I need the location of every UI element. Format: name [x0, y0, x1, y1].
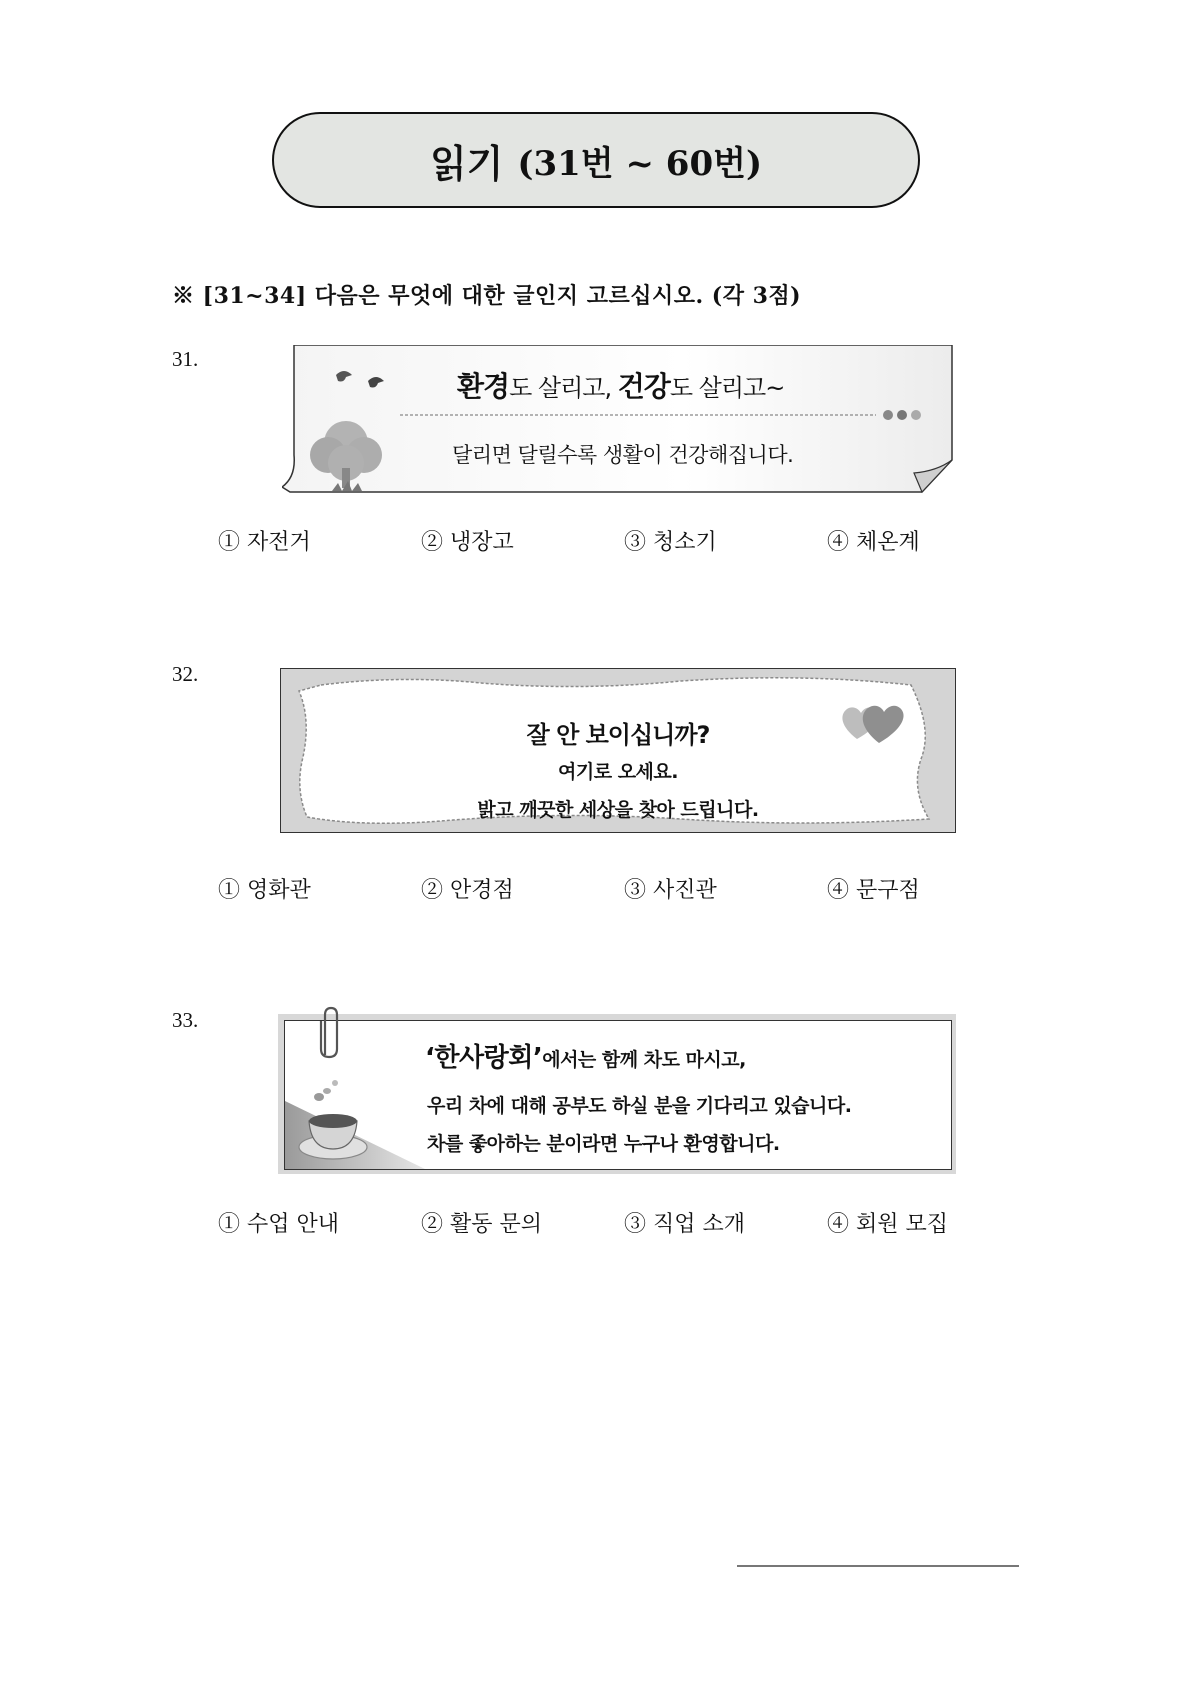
- tree-and-birds-icon: [298, 363, 398, 493]
- ad-33-line-1: ‘한사랑회’에서는 함께 차도 마시고,: [425, 1043, 746, 1073]
- question-32-number: 32.: [172, 662, 199, 686]
- paperclip-icon: [317, 1005, 341, 1061]
- choice-option[interactable]: ③ 청소기: [624, 530, 717, 555]
- choice-option[interactable]: ③ 직업 소개: [624, 1212, 745, 1237]
- ad-32-text: [299, 683, 937, 819]
- ad-31-headline: 환경도 살리고, 건강도 살리고~: [457, 370, 785, 403]
- ad-32-line-1: 잘 안 보이십니까?: [526, 721, 710, 749]
- ad-33-line-3: 차를 좋아하는 분이라면 누구나 환영합니다.: [427, 1133, 780, 1155]
- question-32-ad: [280, 668, 956, 833]
- footer-rule: [737, 1565, 1019, 1567]
- ad-33-line-2: 우리 차에 대해 공부도 하실 분을 기다리고 있습니다.: [427, 1095, 852, 1117]
- ad-32-line-3: 밝고 깨끗한 세상을 찾아 드립니다.: [477, 799, 759, 821]
- choice-option[interactable]: ① 영화관: [218, 878, 311, 903]
- ad-31-text: 달리면 달릴수록 생활이 건강해집니다.: [452, 443, 794, 467]
- section-header: [272, 112, 920, 208]
- ad-32-line-2: 여기로 오세요.: [558, 761, 678, 783]
- question-33-choices: [218, 1207, 1030, 1238]
- question-32-choices: [218, 873, 1030, 904]
- question-31-ad: [282, 345, 954, 493]
- choice-option[interactable]: ② 냉장고: [421, 530, 514, 555]
- choice-option[interactable]: ② 안경점: [421, 878, 514, 903]
- section-range: (31번 ~ 60번): [517, 143, 763, 184]
- question-33-ad: [284, 1020, 952, 1170]
- question-31-choices: [218, 525, 1030, 556]
- choice-option[interactable]: ① 수업 안내: [218, 1212, 339, 1237]
- club-name: ‘한사랑회’: [425, 1043, 543, 1073]
- choice-option[interactable]: ④ 문구점: [827, 878, 920, 903]
- question-31-number: 31.: [172, 347, 199, 371]
- choice-option[interactable]: ③ 사진관: [624, 878, 717, 903]
- choice-option[interactable]: ① 자전거: [218, 530, 311, 555]
- choice-option[interactable]: ④ 체온계: [827, 530, 920, 555]
- choice-option[interactable]: ② 활동 문의: [421, 1212, 542, 1237]
- choice-option[interactable]: ④ 회원 모집: [827, 1212, 948, 1237]
- instruction: ※ [31~34] 다음은 무엇에 대한 글인지 고르십시오. (각 3점): [172, 283, 802, 309]
- question-33-number: 33.: [172, 1008, 199, 1032]
- tea-cup-icon: [291, 1077, 381, 1167]
- section-title: 읽기: [429, 141, 504, 186]
